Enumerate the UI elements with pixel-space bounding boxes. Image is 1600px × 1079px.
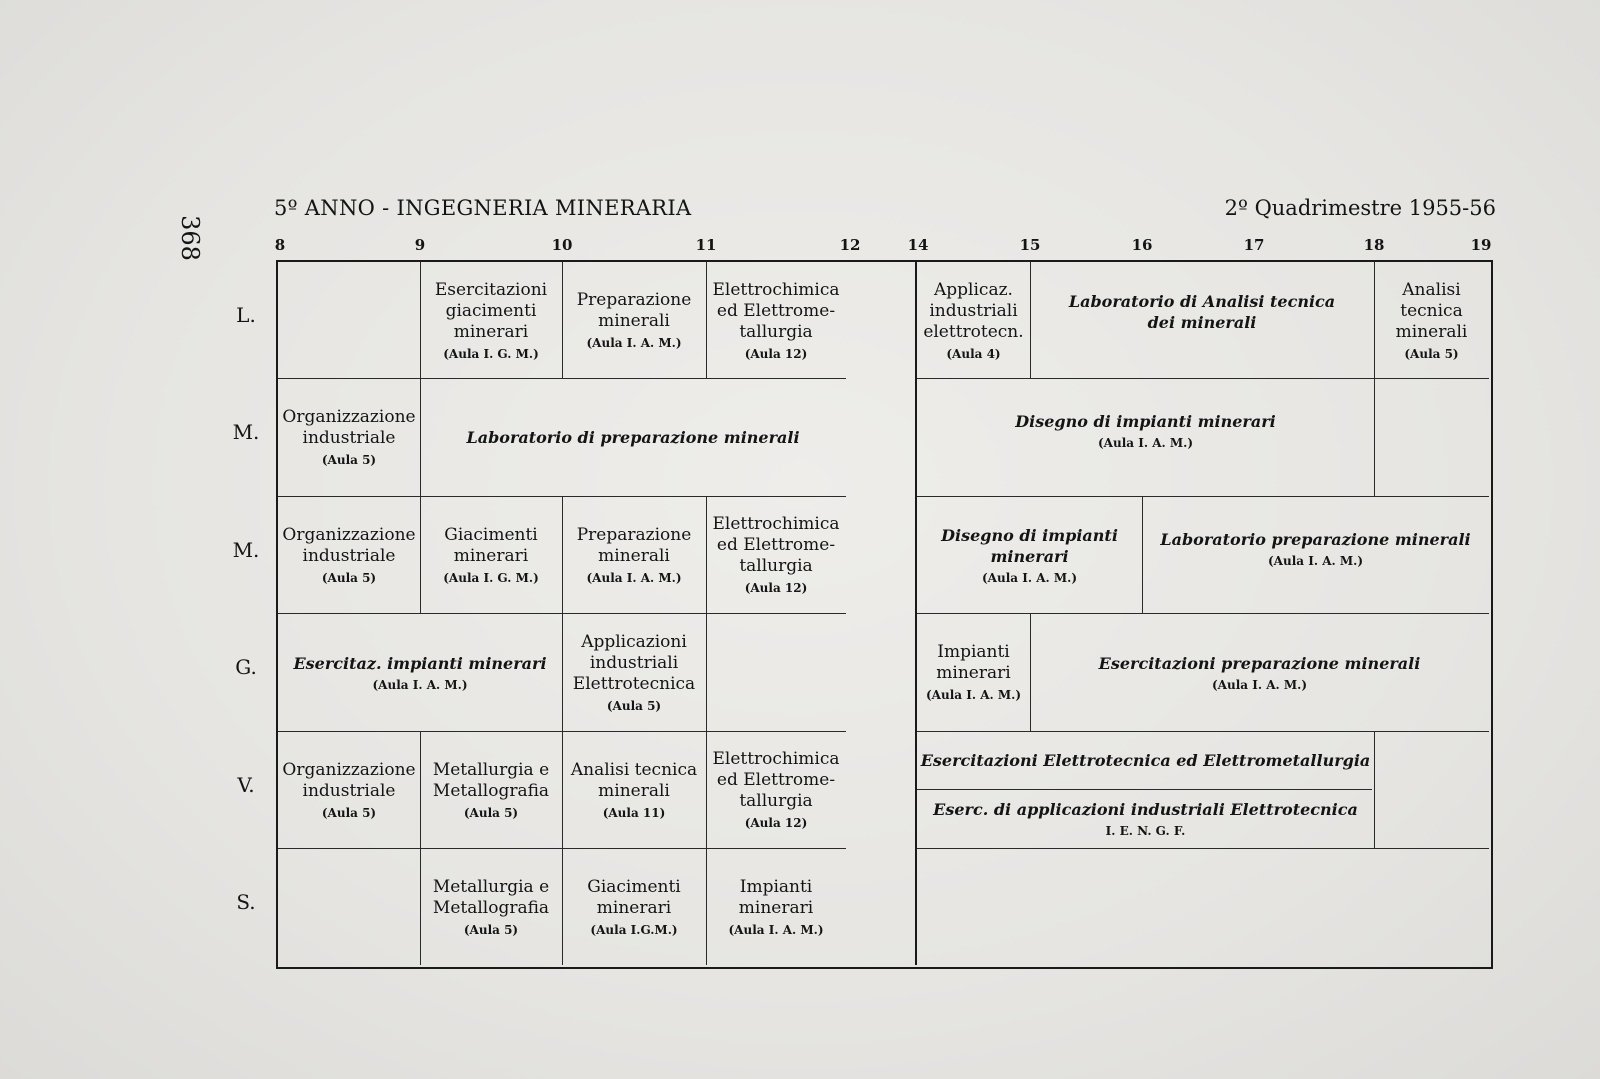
class-cell-friday-11: Elettrochimica ed Elettrome- tallurgia (Aula 12): [712, 749, 840, 830]
class-cell-thursday-15: Esercitazioni preparazione minerali (Aula I. A. M.): [1098, 653, 1421, 692]
class-cell-friday-8: Organizzazione industriale (Aula 5): [282, 759, 416, 820]
class-cell-tuesday-9: Laboratorio di preparazione minerali: [466, 427, 800, 447]
hour-label: 8: [274, 236, 286, 254]
hour-label: 19: [1470, 236, 1492, 254]
class-cell-monday-11: Elettrochimica ed Elettrome- tallurgia (Aula 12): [712, 279, 840, 361]
hour-label: 17: [1243, 236, 1265, 254]
class-cell-thursday-10: Applicazioni industriali Elettrotecnica (Aula 5): [572, 631, 696, 713]
day-label-wednesday: M.: [232, 538, 260, 562]
hour-label: 9: [414, 236, 426, 254]
page-title: 5º ANNO - INGEGNERIA MINERARIA: [274, 196, 692, 220]
class-cell-monday-18: Analisi tecnica minerali (Aula 5): [1395, 279, 1468, 361]
class-cell-wednesday-10: Preparazione minerali (Aula I. A. M.): [576, 524, 692, 585]
class-cell-monday-15: Laboratorio di Analisi tecnica dei minerali: [1068, 292, 1336, 332]
lunch-break-column: [846, 262, 917, 965]
semester-label: 2º Quadrimestre 1955-56: [1224, 196, 1496, 220]
hour-label: 18: [1363, 236, 1385, 254]
class-cell-wednesday-16: Laboratorio preparazione minerali (Aula I. A. M.): [1160, 529, 1471, 568]
class-cell-thursday-14: Impianti minerari (Aula I. A. M.): [926, 642, 1021, 702]
class-cell-friday-9: Metallurgia e Metallografia (Aula 5): [432, 759, 550, 820]
hour-label: 16: [1131, 236, 1153, 254]
class-cell-friday-14-b: Eserc. di applicazioni industriali Elettrotecnica I. E. N. G. F.: [933, 800, 1358, 838]
class-cell-saturday-10: Giacimenti minerari (Aula I.G.M.): [587, 876, 681, 937]
class-cell-tuesday-8: Organizzazione industriale (Aula 5): [282, 407, 416, 467]
page-number: 368: [176, 215, 204, 261]
class-cell-wednesday-9: Giacimenti minerari (Aula I. G. M.): [443, 524, 539, 585]
hour-label: 15: [1019, 236, 1041, 254]
class-cell-friday-14-a: Esercitazioni Elettrotecnica ed Elettrometallurgia: [920, 750, 1371, 770]
class-cell-saturday-11: Impianti minerari (Aula I. A. M.): [728, 876, 824, 937]
day-label-monday: L.: [236, 303, 256, 327]
day-label-thursday: G.: [235, 655, 257, 679]
day-label-tuesday: M.: [232, 420, 260, 444]
class-cell-wednesday-11: Elettrochimica ed Elettrome- tallurgia (Aula 12): [712, 514, 840, 595]
day-label-saturday: S.: [236, 890, 256, 914]
class-cell-thursday-8: Esercitaz. impianti minerari (Aula I. A. M.): [293, 653, 547, 692]
class-cell-friday-10: Analisi tecnica minerali (Aula 11): [570, 759, 698, 820]
hour-label: 14: [907, 236, 929, 254]
class-cell-saturday-9: Metallurgia e Metallografia (Aula 5): [432, 876, 550, 937]
hour-label: 11: [695, 236, 717, 254]
hour-label: 12: [839, 236, 861, 254]
hour-label: 10: [551, 236, 573, 254]
class-cell-tuesday-14: Disegno di impianti minerari (Aula I. A. M.): [1015, 411, 1276, 450]
class-cell-wednesday-8: Organizzazione industriale (Aula 5): [282, 524, 416, 585]
class-cell-monday-14: Applicaz. industriali elettrotecn. (Aula 4): [923, 279, 1024, 361]
class-cell-monday-10: Preparazione minerali (Aula I. A. M.): [576, 290, 692, 350]
class-cell-wednesday-14: Disegno di impianti minerari (Aula I. A. M.): [941, 525, 1118, 585]
day-label-friday: V.: [237, 773, 255, 797]
class-cell-monday-9: Esercitazioni giacimenti minerari (Aula I. G. M.): [434, 279, 548, 361]
